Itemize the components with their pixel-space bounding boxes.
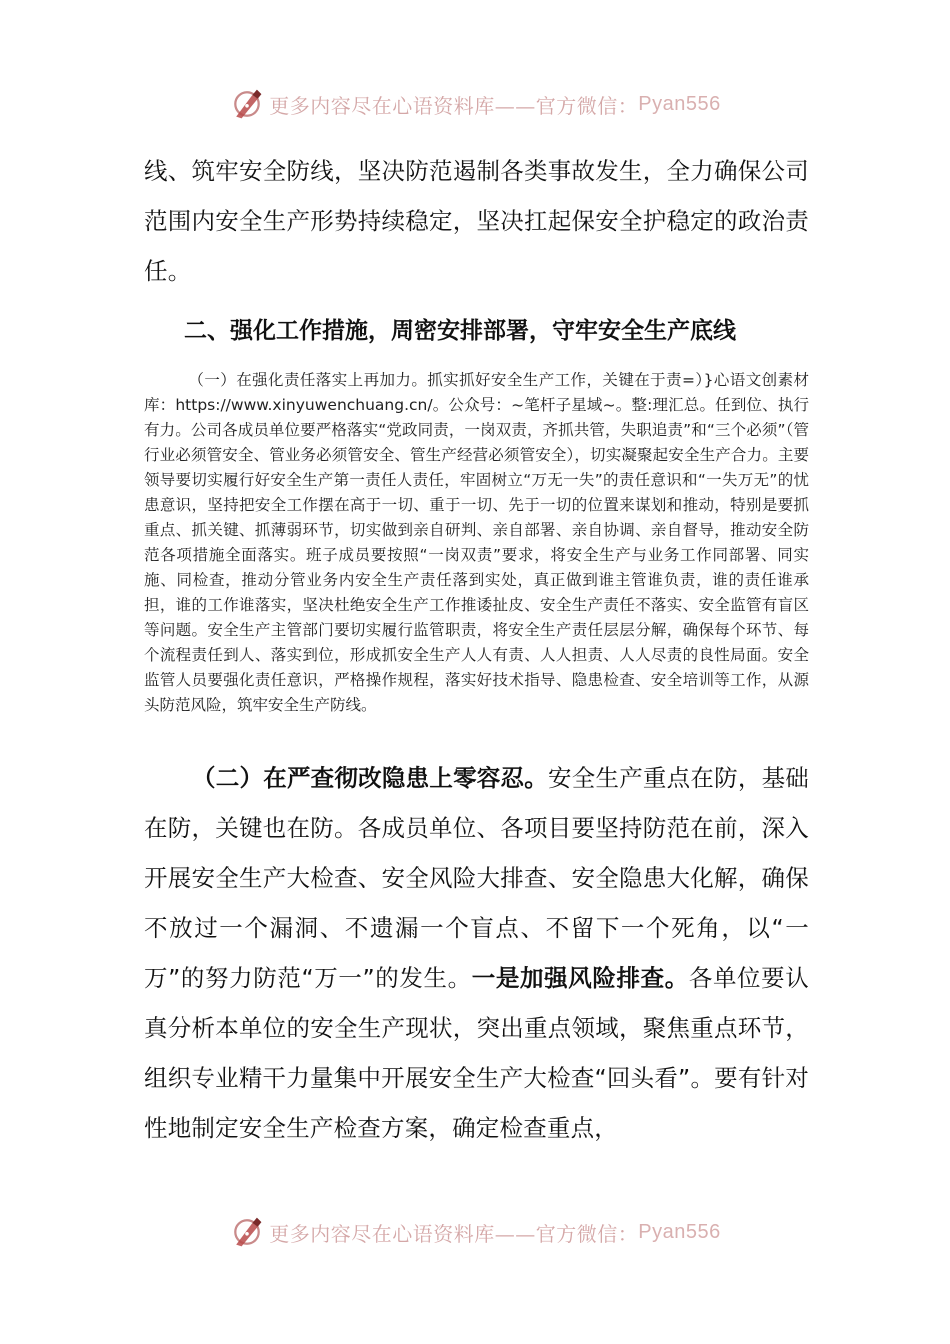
continuation-paragraph: 线、筑牢安全防线，坚决防范遏制各类事故发生，全力确保公司范围内安全生产形势持续稳定，坚决扛起保安全护稳定的政治责任。 <box>144 157 809 285</box>
hazard-paragraph-block <box>144 753 809 1153</box>
hazard-paragraph <box>144 753 809 1153</box>
watermark-wechat-id: Pyan556 <box>638 1220 721 1243</box>
watermark-text: 更多内容尽在心语资料库——官方微信： <box>269 93 639 118</box>
watermark-text: 更多内容尽在心语资料库——官方微信： <box>269 1221 639 1246</box>
footer-watermark <box>0 1212 950 1252</box>
hazard-text-1: 安全生产重点在防，基础在防，关键也在防。各成员单位、各项目要坚持防范在前，深入开展安全生产大检查、安全风险大排查、安全隐患大化解，确保不放过一个漏洞、不遗漏一个盲点、不留下一个死角，以“一万”的努力防范“万一”的发生。 <box>144 764 810 992</box>
continuation-paragraph-block <box>144 146 809 296</box>
section-heading: 二、强化工作措施，周密安排部署，守牢安全生产底线 <box>184 318 736 344</box>
pen-nib-logo-icon <box>229 1214 265 1250</box>
header-watermark <box>0 84 950 124</box>
risk-check-subheading: 一是加强风险排查。 <box>471 964 689 992</box>
responsibility-paragraph <box>144 368 809 718</box>
responsibility-paragraph-text: （一）在强化责任落实上再加力。抓实抓好安全生产工作，关键在于责=）}心语文创素材库：https://www.xinyuwenchuang.cn/。公众号：~笔杆子星域~。整:理汇总。任到位、执行有力。公司各成员单位要严格落实“党政同责，一岗双责，齐抓共管，失职追责”和“三个必须”（管行业必须管安全、管业务必须管安全、管生产经营必须管安全），切实凝聚起安全生产合力。主要领导要切实履行好安全生产第一责任人责任，牢固树立“万无一失”的责任意识和“一失万无”的忧患意识，坚持把安全工作摆在高于一切、重于一切、先于一切的位置来谋划和推动，特别是要抓重点、抓关键、抓薄弱环节，切实做到亲自研判、亲自部署、亲自协调、亲自督导，推动安全防范各项措施全面落实。班子成员要按照“一岗双责”要求，将安全生产与业务工作同部署、同实施、同检查，推动分管业务内安全生产责任落到实处，真正做到谁主管谁负责，谁的责任谁承担，谁的工作谁落实，坚决杜绝安全生产工作推诿扯皮、安全生产责任不落实、安全监管有盲区等问题。安全生产主管部门要切实履行监管职责，将安全生产责任层层分解，确保每个环节、每个流程责任到人、落实到位，形成抓安全生产人人有责、人人担责、人人尽责的良性局面。安全监管人员要强化责任意识，严格操作规程，落实好技术指导、隐患检查、安全培训等工作，从源头防范风险，筑牢安全生产防线。 <box>144 371 809 714</box>
hazard-text-2: 各单位要认真分析本单位的安全生产现状，突出重点领域，聚焦重点环节，组织专业精干力量集中开展安全生产大检查“回头看”。要有针对性地制定安全生产检查方案，确定检查重点， <box>144 964 809 1142</box>
pen-nib-logo-icon <box>229 86 265 122</box>
hazard-subheading: （二）在严查彻改隐患上零容忍。 <box>192 764 548 792</box>
watermark-wechat-id: Pyan556 <box>638 92 721 115</box>
